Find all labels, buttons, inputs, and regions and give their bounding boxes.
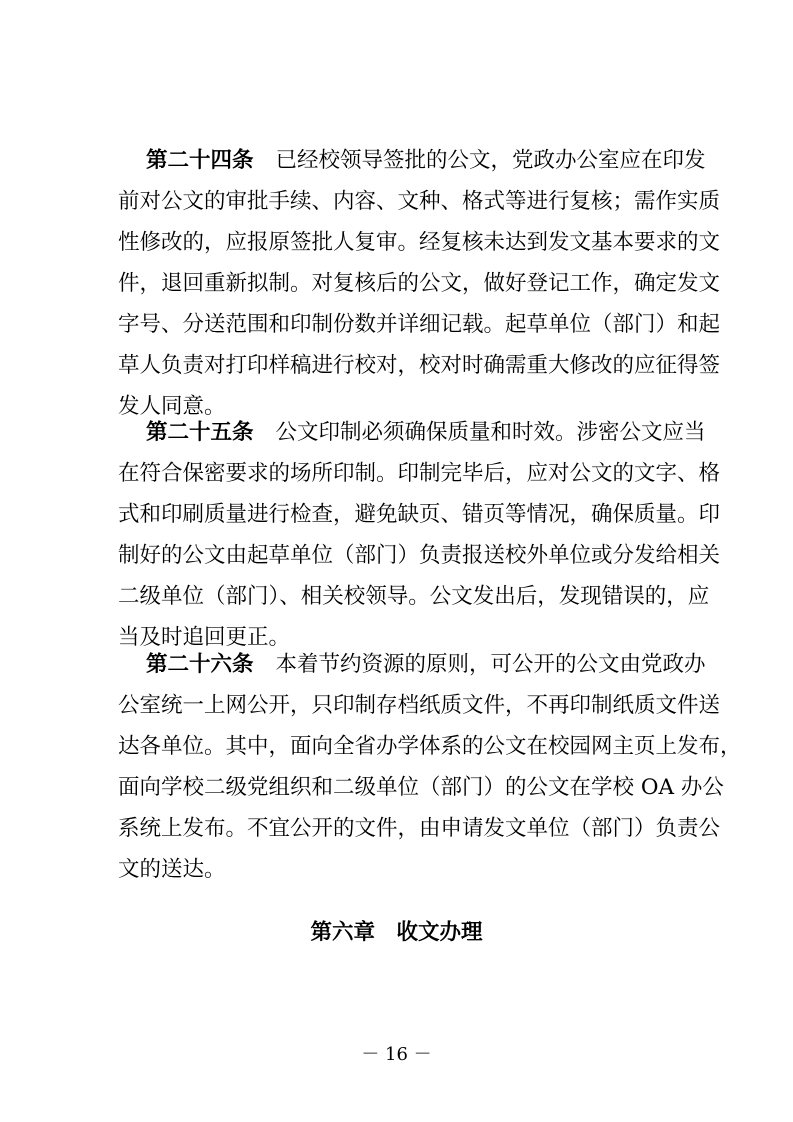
article-24-heading: 第二十四条: [146, 148, 254, 173]
article-26-heading: 第二十六条: [146, 652, 254, 677]
article-25-line-5: 二级单位（部门）、相关校领导。公文发出后，发现错误的，应: [118, 584, 710, 609]
article-25-line-6: 当及时追回更正。: [118, 625, 291, 650]
article-24-line-1: 已经校领导签批的公文，党政办公室应在印发: [275, 148, 706, 173]
article-26-line-5: 系统上发布。不宜公开的文件，由申请发文单位（部门）负责公: [118, 816, 721, 841]
article-26-first-line: [146, 645, 706, 685]
article-25-line-1: 公文印制必须确保质量和时效。涉密公文应当: [275, 420, 706, 445]
article-26-line-6: 文的送达。: [118, 857, 226, 882]
article-25-heading: 第二十五条: [146, 420, 254, 445]
article-26-line-4: 面向学校二级党组织和二级单位（部门）的公文在学校 OA 办公: [118, 775, 724, 800]
article-24-line-2: 前对公文的审批手续、内容、文种、格式等进行复核；需作实质: [118, 189, 721, 214]
article-25-line-3: 式和印刷质量进行检查，避免缺页、错页等情况，确保质量。印: [118, 502, 721, 527]
article-26-line-2: 公室统一上网公开，只印制存档纸质文件，不再印制纸质文件送: [118, 693, 721, 718]
article-26-line-3: 达各单位。其中，面向全省办学体系的公文在校园网主页上发布，: [118, 734, 742, 759]
article-24-line-5: 字号、分送范围和印制份数并详细记载。起草单位（部门）和起: [118, 312, 721, 337]
article-24-line-6: 草人负责对打印样稿进行校对，校对时确需重大修改的应征得签: [118, 353, 721, 378]
chapter-title: 第六章 收文办理: [310, 920, 483, 945]
article-24-line-3: 性修改的，应报原签批人复审。经复核未达到发文基本要求的文: [118, 230, 721, 255]
article-24-line-7: 发人同意。: [118, 394, 226, 419]
article-25-line-2: 在符合保密要求的场所印制。印制完毕后，应对公文的文字、格: [118, 461, 721, 486]
article-24-line-4: 件，退回重新拟制。对复核后的公文，做好登记工作，确定发文: [118, 271, 721, 296]
article-25-first-line: [146, 413, 706, 453]
article-26-line-1: 本着节约资源的原则，可公开的公文由党政办: [275, 652, 706, 677]
article-24-first-line: [146, 141, 706, 181]
article-25-line-4: 制好的公文由起草单位（部门）负责报送校外单位或分发给相关: [118, 543, 721, 568]
page-number: － 16 －: [361, 1044, 432, 1065]
